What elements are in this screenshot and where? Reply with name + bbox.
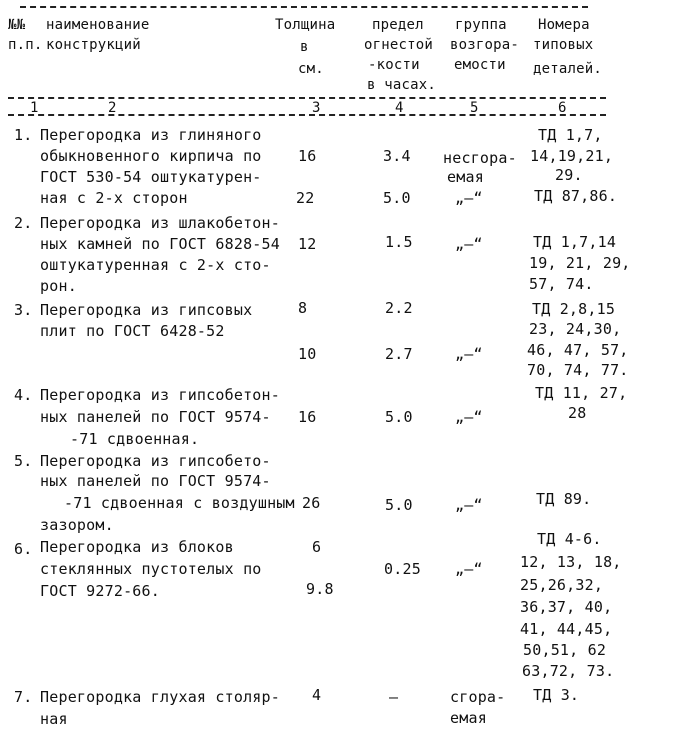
row-name-line: ных панелей по ГОСТ 9574- xyxy=(40,408,271,426)
row-details: 28 xyxy=(568,404,587,422)
row-name-line: Перегородка из гипсобето- xyxy=(40,452,271,470)
row-name-line: ная с 2-х сторон xyxy=(40,189,188,207)
header-fire-4: в часах. xyxy=(367,77,437,93)
colnum-5: 5 xyxy=(470,100,479,116)
header-thickness-1: Толщина xyxy=(275,17,336,33)
row-fire-limit: 2.7 xyxy=(385,345,413,363)
header-numbers-3: деталей. xyxy=(533,61,603,77)
row-thickness: 22 xyxy=(296,189,315,207)
row-num: 2. xyxy=(14,214,33,232)
row-details: 23, 24,30, xyxy=(529,320,622,338)
row-fire-limit: 5.0 xyxy=(385,496,413,514)
row-group: „—“ xyxy=(455,235,483,253)
row-name-line: Перегородка из глиняного xyxy=(40,126,262,144)
row-fire-limit: 2.2 xyxy=(385,299,413,317)
row-details: ТД 89. xyxy=(536,490,592,508)
header-name-2: конструкций xyxy=(46,37,141,53)
colnum-2: 2 xyxy=(108,100,117,116)
row-details: 36,37, 40, xyxy=(520,598,613,616)
header-thickness-3: см. xyxy=(298,61,324,77)
header-fire-1: предел xyxy=(372,17,424,33)
row-group: „—“ xyxy=(455,496,483,514)
row-thickness: 26 xyxy=(302,494,321,512)
row-name-line: ных панелей по ГОСТ 9574- xyxy=(40,472,271,490)
row-details: ТД 1,7, xyxy=(538,126,603,144)
row-group: сгора- xyxy=(450,688,506,706)
row-num: 1. xyxy=(14,126,33,144)
row-name-line: рон. xyxy=(40,277,77,295)
header-thickness-2: в xyxy=(300,39,309,55)
row-details: 14,19,21, xyxy=(530,147,614,165)
colnum-6: 6 xyxy=(558,100,567,116)
row-details: 25,26,32, xyxy=(520,576,604,594)
header-rule-bottom xyxy=(8,114,606,116)
header-group-2: возгора- xyxy=(450,37,520,53)
row-group: емая xyxy=(450,709,487,727)
row-group: емая xyxy=(447,168,484,186)
row-name-line: ных камней по ГОСТ 6828-54 xyxy=(40,235,280,253)
row-details: 57, 74. xyxy=(529,275,594,293)
row-details: 63,72, 73. xyxy=(522,662,615,680)
header-name-1: наименование xyxy=(46,17,150,33)
row-group: „—“ xyxy=(455,408,483,426)
row-num: 4. xyxy=(14,386,33,404)
row-details: ТД 87,86. xyxy=(534,187,618,205)
row-details: ТД 11, 27, xyxy=(535,384,628,402)
header-numbers-1: Номера xyxy=(538,17,590,33)
row-details: 29. xyxy=(555,166,583,184)
row-name-line: -71 сдвоенная. xyxy=(70,430,200,448)
row-details: ТД 3. xyxy=(533,686,580,704)
header-fire-3: -кости xyxy=(368,57,420,73)
row-num: 6. xyxy=(14,540,33,558)
row-thickness: 16 xyxy=(298,408,317,426)
row-group: „—“ xyxy=(455,560,483,578)
row-details: ТД 4-6. xyxy=(537,530,602,548)
row-group: „—“ xyxy=(455,189,483,207)
row-fire-limit: 1.5 xyxy=(385,233,413,251)
row-group: несгора- xyxy=(443,149,517,167)
row-num: 7. xyxy=(14,688,33,706)
row-name-line: ная xyxy=(40,710,68,728)
row-name-line: стеклянных пустотелых по xyxy=(40,560,262,578)
top-rule xyxy=(20,6,588,8)
row-fire-limit: — xyxy=(389,688,399,706)
row-details: 41, 44,45, xyxy=(520,620,613,638)
colnum-1: 1 xyxy=(30,100,39,116)
header-fire-2: огнестой xyxy=(364,37,434,53)
row-details: 50,51, 62 xyxy=(523,641,607,659)
row-num: 3. xyxy=(14,301,33,319)
colnum-3: 3 xyxy=(312,100,321,116)
row-thickness: 6 xyxy=(312,538,322,556)
row-thickness: 9.8 xyxy=(306,580,334,598)
row-thickness: 16 xyxy=(298,147,317,165)
row-thickness: 8 xyxy=(298,299,308,317)
row-fire-limit: 5.0 xyxy=(383,189,411,207)
row-thickness: 4 xyxy=(312,686,322,704)
row-name-line: Перегородка из гипсовых xyxy=(40,301,253,319)
row-details: ТД 1,7,14 xyxy=(533,233,617,251)
header-group-1: группа xyxy=(455,17,507,33)
colnum-4: 4 xyxy=(395,100,404,116)
row-name-line: зазором. xyxy=(40,516,114,534)
row-fire-limit: 3.4 xyxy=(383,147,411,165)
row-details: 12, 13, 18, xyxy=(520,553,622,571)
header-num-2: п.п. xyxy=(8,37,43,53)
row-name-line: ГОСТ 530-54 оштукатурен- xyxy=(40,168,262,186)
row-group: „—“ xyxy=(455,345,483,363)
header-num-1: №№ xyxy=(8,17,26,33)
row-thickness: 12 xyxy=(298,235,317,253)
header-rule-top xyxy=(8,97,606,99)
row-name-line: Перегородка из блоков xyxy=(40,538,234,556)
row-name-line: обыкновенного кирпича по xyxy=(40,147,262,165)
row-name-line: ГОСТ 9272-66. xyxy=(40,582,160,600)
row-thickness: 10 xyxy=(298,345,317,363)
row-name-line: -71 сдвоенная с воздушным xyxy=(64,494,295,512)
row-details: ТД 2,8,15 xyxy=(532,300,616,318)
row-name-line: плит по ГОСТ 6428-52 xyxy=(40,322,225,340)
header-numbers-2: типовых xyxy=(533,37,594,53)
row-details: 46, 47, 57, xyxy=(527,341,629,359)
row-name-line: Перегородка из шлакобетон- xyxy=(40,214,280,232)
row-fire-limit: 0.25 xyxy=(384,560,421,578)
row-num: 5. xyxy=(14,452,33,470)
row-name-line: Перегородка глухая столяр- xyxy=(40,688,280,706)
row-name-line: оштукатуренная с 2-х сто- xyxy=(40,256,271,274)
row-details: 19, 21, 29, xyxy=(529,254,631,272)
row-details: 70, 74, 77. xyxy=(527,361,629,379)
header-group-3: емости xyxy=(454,57,506,73)
row-name-line: Перегородка из гипсобетон- xyxy=(40,386,280,404)
row-fire-limit: 5.0 xyxy=(385,408,413,426)
